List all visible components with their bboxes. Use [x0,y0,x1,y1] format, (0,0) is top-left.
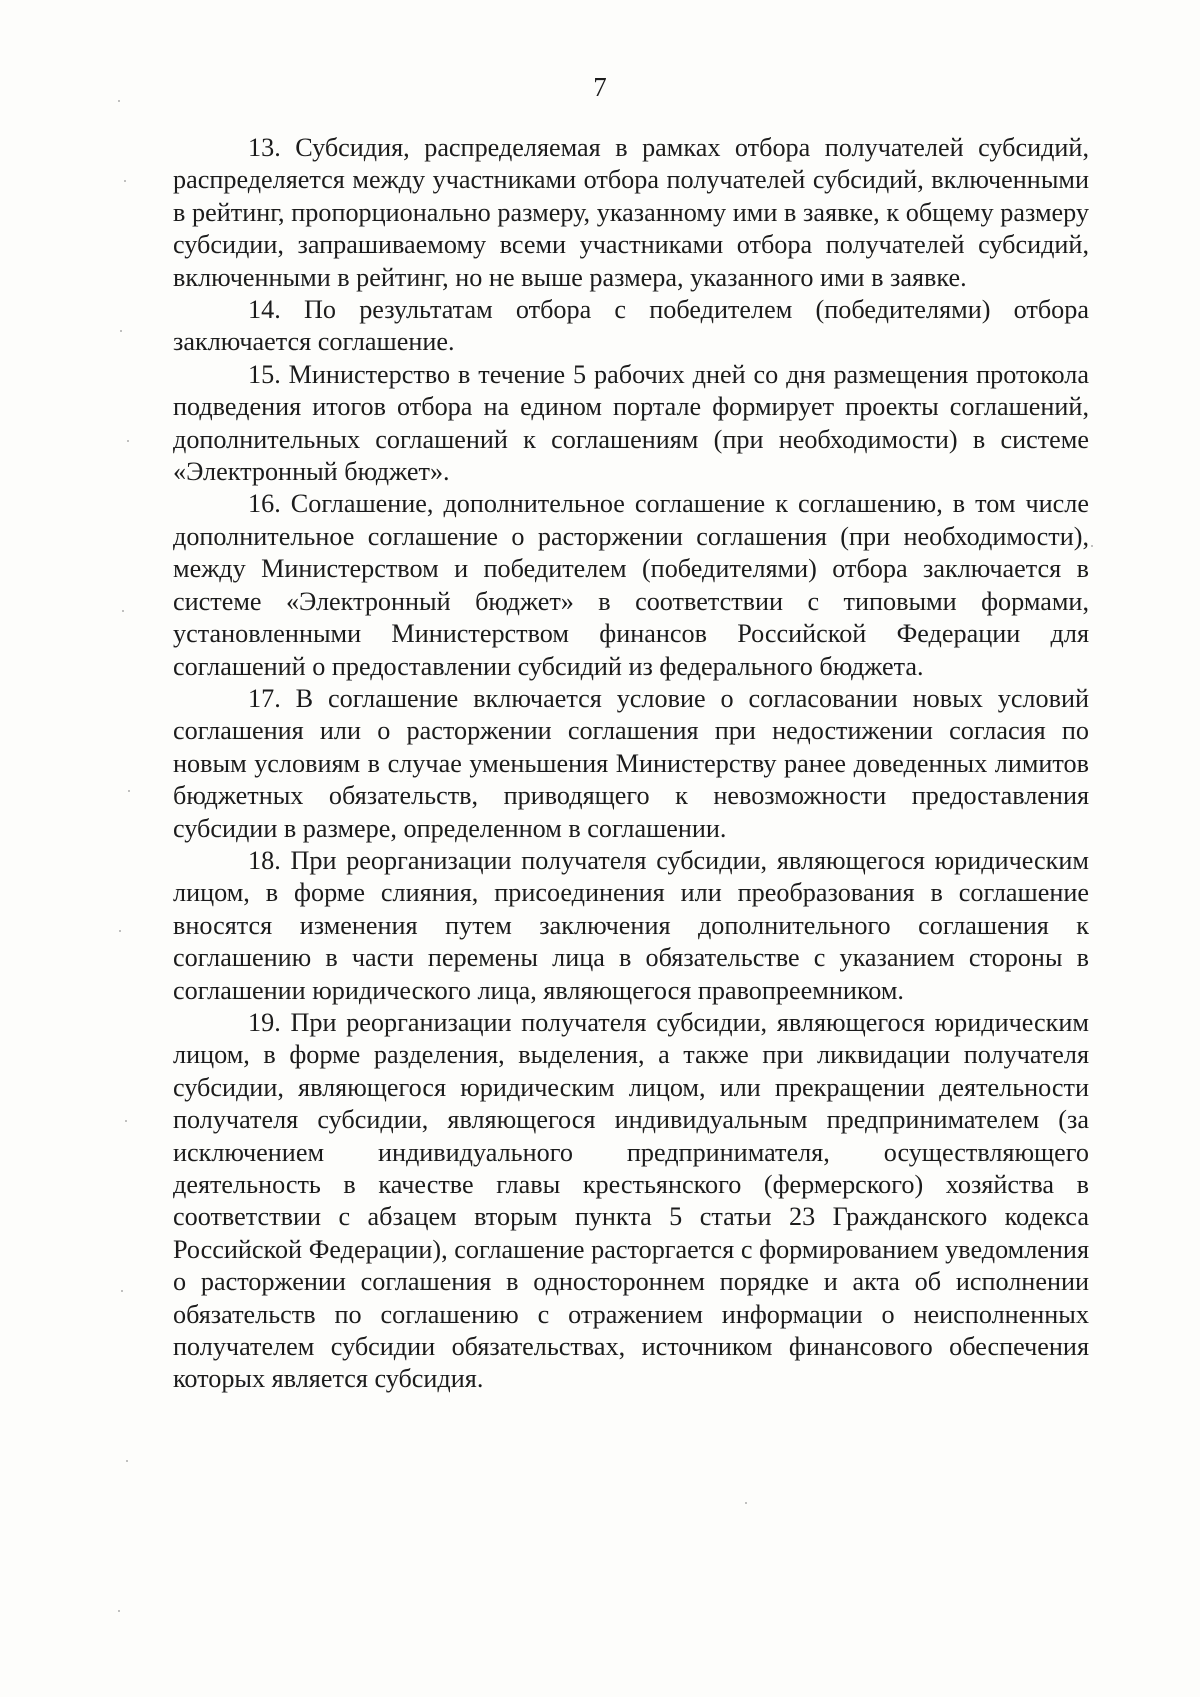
scan-speck [118,1610,120,1612]
scan-speck [125,1120,127,1122]
scan-speck [119,930,121,932]
page-number: 7 [593,72,607,102]
paragraph-15: 15. Министерство в течение 5 рабочих дней со дня размещения протокола подведения итогов отбора на едином портале формирует проекты соглашений, дополнительных соглашений к соглашениям (при необходимости) в системе «Электронный бюджет». [173,359,1089,487]
paragraph-14: 14. По результатам отбора с победителем (победителями) отбора заключается соглашение. [173,295,1089,357]
scan-speck [128,790,130,792]
scan-speck [1091,545,1093,547]
paragraph-13: 13. Субсидия, распределяемая в рамках отбора получателей субсидий, распределяется между участниками отбора получателей субсидий, включенными в рейтинг, пропорционально размеру, указанному ими в заявке, к общему размеру субсидии, запрашиваемому всеми участниками отбора получателей субсидий, включенными в рейтинг, но не выше размера, указанного ими в заявке. [173,133,1089,292]
scan-speck [122,610,124,612]
paragraph-18: 18. При реорганизации получателя субсидии, являющегося юридическим лицом, в форме слияния, присоединения или преобразования в соглашение вносятся изменения путем заключения дополнительного соглашения к соглашению в части перемены лица в обязательстве с указанием стороны в соглашении юридического лица, являющегося правопреемником. [173,845,1089,1005]
scan-speck [118,100,120,102]
paragraph-16: 16. Соглашение, дополнительное соглашение к соглашению, в том числе дополнительное соглашение о расторжении соглашения (при необходимости), между Министерством и победителем (победителями) отбора заключается в системе «Электронный бюджет» в соответствии с типовыми формами, установленными Министерством финансов Российской Федерации для соглашений о предоставлении субсидий из федерального бюджета. [173,489,1089,681]
scan-speck [127,440,129,442]
document-body [173,132,1089,1396]
scan-speck [120,330,122,332]
scan-speck [745,1502,747,1504]
scan-speck [124,180,126,182]
paragraph-19: 19. При реорганизации получателя субсидии, являющегося юридическим лицом, в форме разделения, выделения, а также при ликвидации получателя субсидии, являющегося юридическим лицом, или прекращении деятельности получателя субсидии, являющегося индивидуальным предпринимателем (за исключением индивидуального предпринимателя, осуществляющего деятельность в качестве главы крестьянского (фермерского) хозяйства в соответствии с абзацем вторым пункта 5 статьи 23 Гражданского кодекса Российской Федерации), соглашение расторгается с формированием уведомления о расторжении соглашения в одностороннем порядке и акта об исполнении обязательств по соглашению с отражением информации о неисполненных получателем субсидии обязательствах, источником финансового обеспечения которых является субсидия. [173,1007,1089,1394]
scan-speck [121,1290,123,1292]
paragraph-17: 17. В соглашение включается условие о согласовании новых условий соглашения или о расторжении соглашения при недостижении согласия по новым условиям в случае уменьшения Министерству ранее доведенных лимитов бюджетных обязательств, приводящего к невозможности предоставления субсидии в размере, определенном в соглашении. [173,683,1089,843]
scan-speck [126,1460,128,1462]
